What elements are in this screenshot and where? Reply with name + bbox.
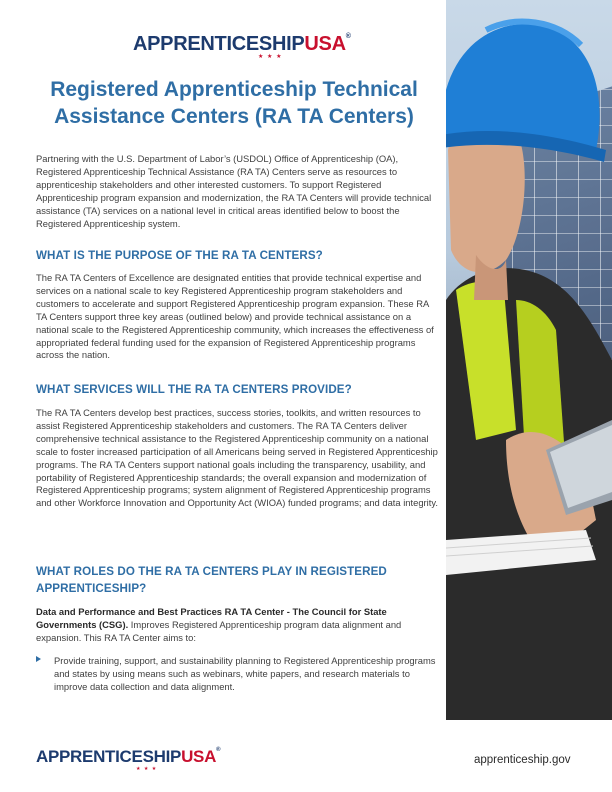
logo-apprenticeship-text: APPRENTICESHIP (133, 33, 305, 55)
section-heading-roles: WHAT ROLES DO THE RA TA CENTERS PLAY IN REGISTERED APPRENTICESHIP? (36, 565, 387, 595)
bullet-triangle-icon (36, 656, 41, 662)
footer-website-link[interactable]: apprenticeship.gov (474, 754, 571, 766)
page-title (36, 76, 432, 130)
intro-paragraph: Partnering with the U.S. Department of Labor’s (USDOL) Office of Apprenticeship (OA), Registered Apprenticeship Technical Assistance (RA TA) Centers serve as resources to apprenticeship stakeholders and other interested customers. To support Registered Apprenticeship program expansion and modernization, the RA TA Centers will provide technical assistance (TA) services on a national level in critical areas identified below to boost the Registered Apprenticeship system. (36, 153, 432, 229)
hero-photo (446, 0, 612, 720)
footer-logo-apprenticeship-text: APPRENTICESHIP (36, 747, 182, 766)
logo-stars: ★ ★ ★ (258, 54, 283, 60)
section-body-services: The RA TA Centers develop best practices, success stories, toolkits, and written resources to assist Registered Apprenticeship stakeholders and customers. The RA TA Centers deliver comprehensive technical assistance to the Registered Apprenticeship community on a national scale to foster increased participation of all Americans being served in Registered Apprenticeship programs. The RA TA Centers support national goals including the transparency, usability, and portability of Registered Apprenticeship standards; the overall expansion and modernization of Registered Apprenticeship programs; system alignment of Registered Apprenticeship programs and other Workforce Innovation and Opportunity Act (WIOA) funded programs; and data integrity. (36, 407, 438, 509)
section-heading-services: WHAT SERVICES WILL THE RA TA CENTERS PROVIDE? (36, 383, 352, 396)
footer-apprenticeship-usa-logo[interactable] (36, 747, 220, 767)
section-body-roles (36, 606, 440, 645)
logo-usa-text: USA (304, 33, 346, 55)
footer-logo-stars: ★ ★ ★ (136, 766, 158, 772)
bullet-text: Provide training, support, and sustainability planning to Registered Apprenticeship programs and states by using means such as webinars, white papers, and research materials to improve data collection and data alignment. (54, 655, 436, 692)
section-body-purpose: The RA TA Centers of Excellence are designated entities that provide technical expertise and services on a national scale to key Registered Apprenticeship program stakeholders and customers to accelerate and support Registered Apprenticeship program expansion. These RA TA Centers support three key areas (outlined below) and provide technical assistance on a national scale to the Registered Apprenticeship community, which increases the effectiveness of appropriated federal funding used for the expansion of Registered Apprenticeship programs across the nation. (36, 272, 434, 361)
csg-center-name: Data and Performance and Best Practices RA TA Center - The Council for State Governments (CSG). (36, 606, 387, 630)
logo-trademark: ® (345, 33, 351, 40)
csg-center-description: Improves Registered Apprenticeship program data alignment and expansion. This RA TA Center aims to: (36, 618, 402, 643)
apprenticeship-usa-logo[interactable] (133, 33, 351, 56)
page-title-line-1: Registered Apprenticeship Technical (50, 78, 418, 101)
page-title-line-2: Assistance Centers (RA TA Centers) (54, 105, 414, 128)
footer-logo-trademark: ® (216, 747, 221, 753)
footer-logo-usa-text: USA (181, 747, 217, 766)
section-heading-purpose: WHAT IS THE PURPOSE OF THE RA TA CENTERS? (36, 249, 323, 262)
worker-illustration (446, 0, 612, 720)
